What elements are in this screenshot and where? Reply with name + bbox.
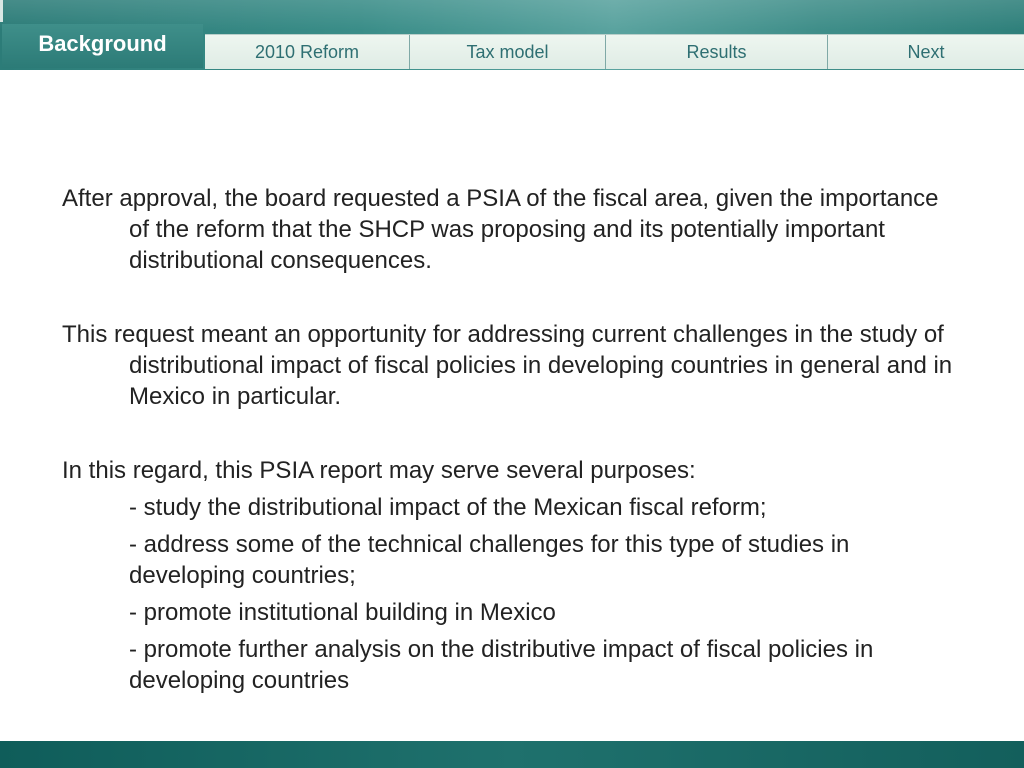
purpose-item: - promote institutional building in Mexico bbox=[129, 599, 556, 626]
tab-next[interactable]: Next bbox=[828, 35, 1024, 69]
paragraph-purposes-intro: In this regard, this PSIA report may serve several purposes: bbox=[62, 457, 696, 484]
footer-band bbox=[0, 741, 1024, 768]
tab-tax-model[interactable]: Tax model bbox=[410, 35, 606, 69]
purpose-item: - study the distributional impact of the Mexican fiscal reform; bbox=[129, 494, 767, 521]
tab-results[interactable]: Results bbox=[606, 35, 828, 69]
purpose-item: - promote further analysis on the distributive impact of fiscal policies in developing countries bbox=[129, 636, 874, 694]
tab-background-label: Background bbox=[38, 31, 167, 56]
tab-background-active[interactable] bbox=[2, 24, 203, 68]
header-left-marker bbox=[0, 0, 3, 22]
paragraph-approval: After approval, the board requested a PSIA of the fiscal area, given the importance of the reform that the SHCP was proposing and its potentially important distributional consequences. bbox=[62, 185, 939, 274]
tab-2010-reform[interactable]: 2010 Reform bbox=[205, 35, 410, 69]
slide-body bbox=[62, 183, 962, 702]
section-tab-row bbox=[205, 34, 1024, 69]
purpose-item: - address some of the technical challenges for this type of studies in developing countries; bbox=[129, 531, 850, 589]
paragraph-opportunity: This request meant an opportunity for addressing current challenges in the study of distributional impact of fiscal policies in developing countries in general and in Mexico in particular. bbox=[62, 321, 953, 410]
